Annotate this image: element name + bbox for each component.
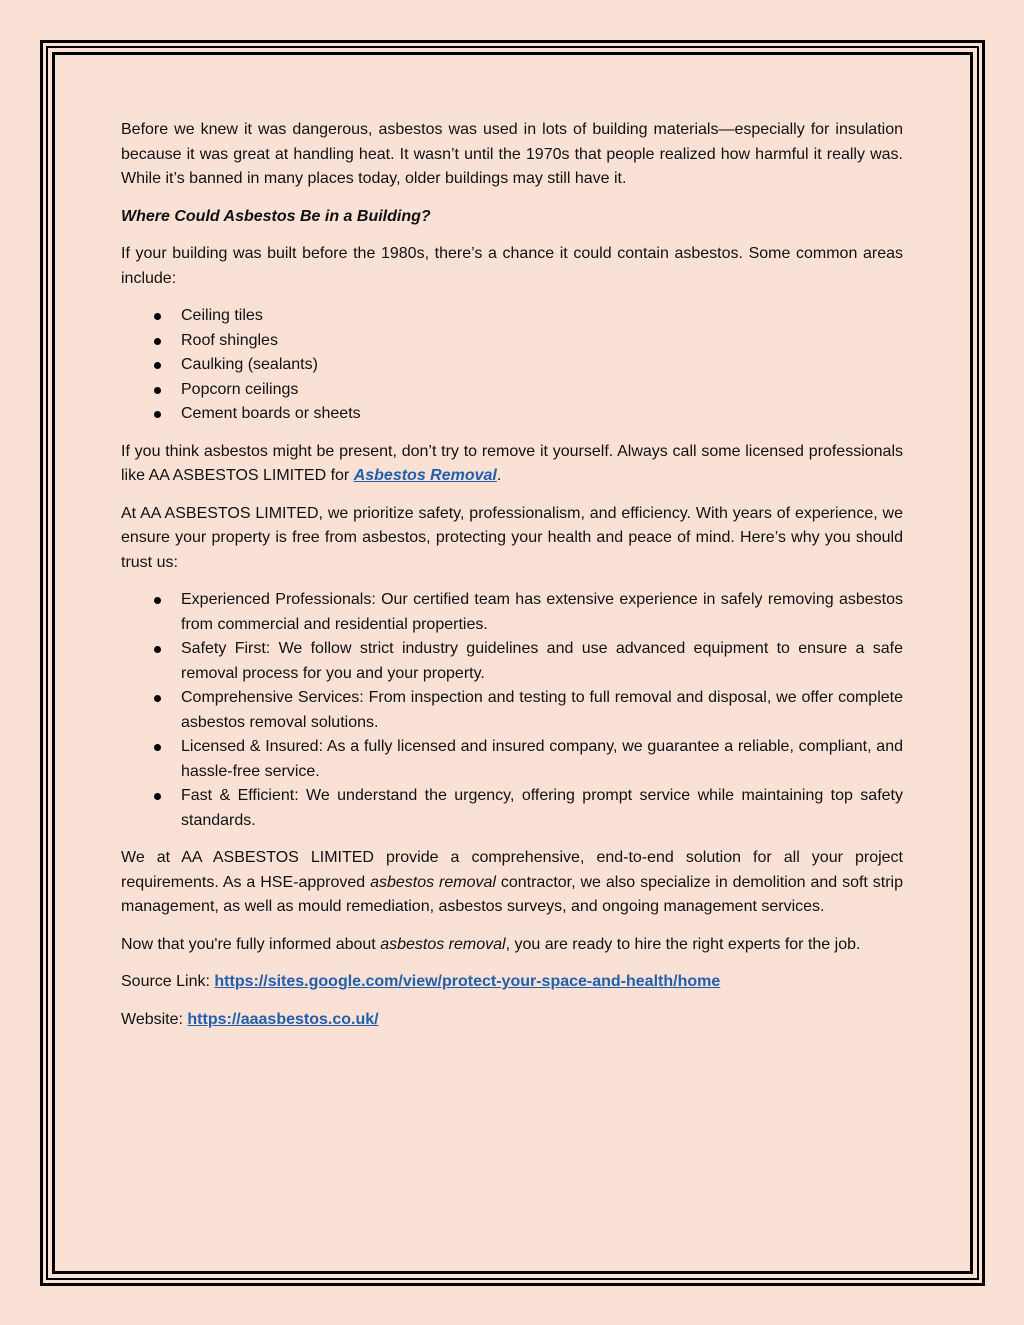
list-item-text: Caulking (sealants) xyxy=(181,356,318,373)
list-item-text: Comprehensive Services: From inspection and testing to full removal and disposal, we offer complete asbestos removal solutions. xyxy=(181,689,903,731)
list-item xyxy=(181,588,903,637)
bullet-icon xyxy=(154,387,161,394)
services-emphasis: asbestos removal xyxy=(370,873,496,891)
list-item-text: Experienced Professionals: Our certified team has extensive experience in safely removing asbestos from commercial and residential properties. xyxy=(181,591,903,633)
bullet-icon xyxy=(154,793,161,800)
intro-paragraph: Before we knew it was dangerous, asbestos was used in lots of building materials—especially for insulation because it was great at handling heat. It wasn’t until the 1970s that people realized how harmful it really was. While it’s banned in many places today, older buildings may still have it. xyxy=(121,121,903,187)
areas-intro-paragraph: If your building was built before the 1980s, there’s a chance it could contain asbestos. Some common areas include: xyxy=(121,245,903,287)
list-item-text: Cement boards or sheets xyxy=(181,405,361,422)
source-link[interactable]: https://sites.google.com/view/protect-your-space-and-health/home xyxy=(214,973,721,990)
list-item-text: Licensed & Insured: As a fully licensed and insured company, we guarantee a reliable, compliant, and hassle-free service. xyxy=(181,738,903,780)
warning-paragraph xyxy=(121,440,903,489)
list-item-text: Popcorn ceilings xyxy=(181,380,299,398)
list-item xyxy=(181,378,903,403)
list-item xyxy=(181,329,903,354)
list-item xyxy=(181,402,903,427)
website-link[interactable]: https://aaasbestos.co.uk/ xyxy=(187,1010,379,1028)
bullet-icon xyxy=(154,695,161,702)
website-label: Website: xyxy=(121,1010,188,1028)
bullet-icon xyxy=(154,744,161,751)
asbestos-removal-link[interactable]: Asbestos Removal xyxy=(353,467,497,484)
bullet-icon xyxy=(154,362,161,369)
closing-text: Now that you're fully informed about xyxy=(121,935,381,953)
trust-intro-paragraph: At AA ASBESTOS LIMITED, we prioritize safety, professionalism, and efficiency. With years of experience, we ensure your property is free from asbestos, protecting your health and peace of mind. Here’s why you should trust us: xyxy=(121,504,903,571)
reasons-list xyxy=(121,588,903,833)
website-line xyxy=(121,1008,903,1033)
list-item xyxy=(181,637,903,686)
bullet-icon xyxy=(154,313,161,320)
source-label: Source Link: xyxy=(121,973,215,990)
warning-text: If you think asbestos might be present, don’t try to remove it yourself. Always call some licensed professionals like AA ASBESTOS LIMITED for xyxy=(121,442,903,484)
bullet-icon xyxy=(154,411,161,418)
list-item-text: Safety First: We follow strict industry guidelines and use advanced equipment to ensure a safe removal process for you and your property. xyxy=(181,640,903,682)
warning-end: . xyxy=(496,467,502,484)
list-item xyxy=(181,735,903,784)
section-heading: Where Could Asbestos Be in a Building? xyxy=(121,207,431,225)
list-item-text: Roof shingles xyxy=(181,331,278,349)
closing-paragraph xyxy=(121,933,903,958)
services-text: We at AA ASBESTOS LIMITED provide a comprehensive, end-to-end solution for all your project requirements. As a HSE-approved xyxy=(121,849,903,891)
closing-text-end: , you are ready to hire the right experts for the job. xyxy=(505,935,861,953)
bullet-icon xyxy=(154,597,161,604)
list-item xyxy=(181,784,903,833)
list-item-text: Fast & Efficient: We understand the urgency, offering prompt service while maintaining top safety standards. xyxy=(181,787,903,829)
bullet-icon xyxy=(154,646,161,653)
closing-emphasis: asbestos removal xyxy=(380,935,506,953)
source-line xyxy=(121,970,903,995)
list-item-text: Ceiling tiles xyxy=(181,307,263,324)
areas-list xyxy=(121,304,903,427)
bullet-icon xyxy=(154,338,161,345)
list-item xyxy=(181,353,903,378)
list-item xyxy=(181,686,903,735)
services-text-end: contractor, we also specialize in demolition and soft strip management, as well as mould remediation, asbestos surveys, and ongoing management services. xyxy=(121,873,903,915)
document-body xyxy=(121,118,903,1045)
list-item xyxy=(181,304,903,329)
services-paragraph xyxy=(121,846,903,920)
